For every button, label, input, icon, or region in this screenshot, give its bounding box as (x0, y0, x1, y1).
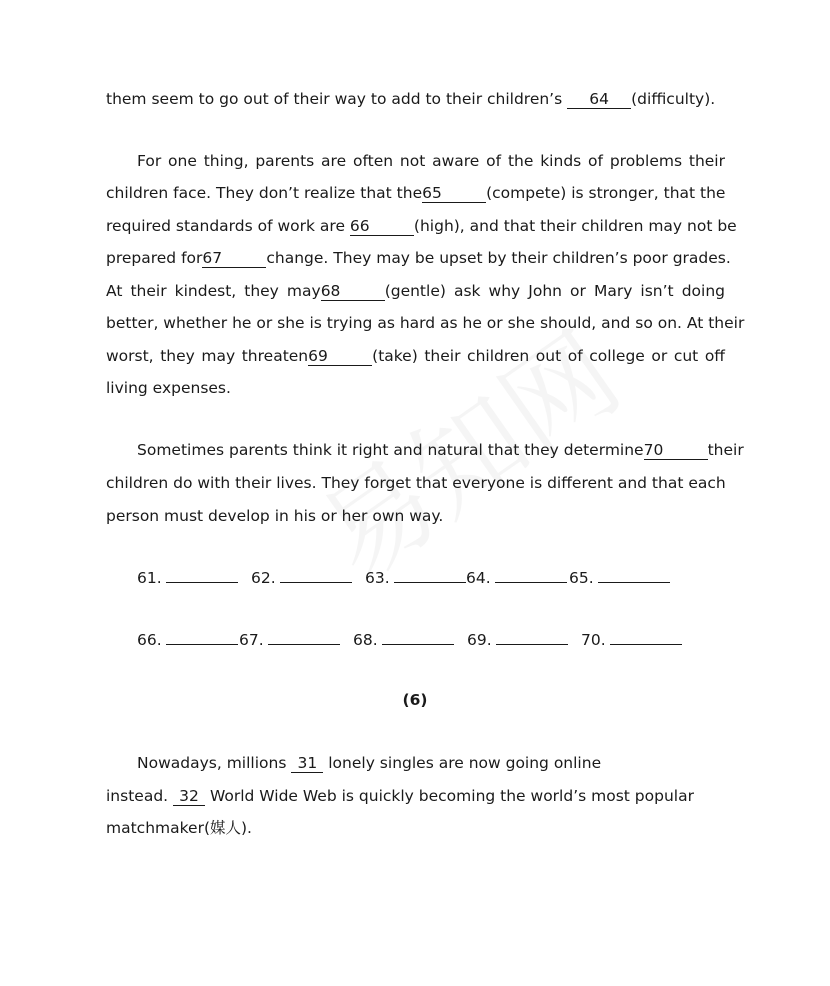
text: children face. They don’t realize that the (106, 184, 423, 202)
text: (gentle) ask why John or Mary isn’t doing (384, 282, 725, 300)
paragraph-line (137, 752, 756, 774)
text: their (707, 441, 744, 459)
answer-blank[interactable] (166, 566, 238, 583)
paragraph-line (106, 280, 725, 302)
blank-67: 67 (202, 249, 266, 268)
paragraph-line (106, 345, 725, 367)
answer-blank[interactable] (166, 628, 238, 645)
paragraph-line (137, 439, 744, 461)
text: At their kindest, they may (106, 282, 321, 300)
blank-31: 31 (291, 754, 323, 773)
text: instead. (106, 787, 174, 805)
blank-66: 66 (350, 217, 414, 236)
answer-blank[interactable] (382, 628, 454, 645)
paragraph-line (106, 215, 737, 237)
answer-blank[interactable] (394, 566, 466, 583)
answer-number: 70. (581, 631, 606, 649)
text: World Wide Web is quickly becoming the world’s most popular (205, 787, 694, 805)
answer-slot-65[interactable] (569, 566, 670, 588)
paragraph-line (106, 785, 725, 807)
answer-number: 61. (137, 569, 162, 587)
answer-slot-66[interactable] (137, 628, 238, 650)
text: Nowadays, millions (137, 754, 292, 772)
text: change. They may be upset by their children’s poor grades. (266, 249, 731, 267)
answer-number: 67. (239, 631, 264, 649)
answer-slot-61[interactable] (137, 566, 238, 588)
text: worst, they may threaten (106, 347, 309, 365)
answer-slot-67[interactable] (239, 628, 340, 650)
blank-70: 70 (644, 441, 708, 460)
text: (high), and that their children may not be (413, 217, 737, 235)
paragraph-line: better, whether he or she is trying as hard as he or she should, and so on. At their (106, 314, 745, 332)
paragraph-line: person must develop in his or her own way. (106, 507, 444, 525)
answer-blank[interactable] (268, 628, 340, 645)
answer-number: 63. (365, 569, 390, 587)
paragraph-line (106, 182, 725, 204)
text: (compete) is stronger, that the (486, 184, 726, 202)
blank-65: 65 (422, 184, 486, 203)
answer-blank[interactable] (280, 566, 352, 583)
answer-number: 66. (137, 631, 162, 649)
blank-69: 69 (308, 347, 372, 366)
paragraph-line: living expenses. (106, 379, 231, 397)
text: Sometimes parents think it right and natural that they determine (137, 441, 644, 459)
blank-32: 32 (173, 787, 205, 806)
answer-slot-69[interactable] (467, 628, 568, 650)
paragraph-line: children do with their lives. They forget that everyone is different and that each (106, 474, 726, 492)
answer-blank[interactable] (496, 628, 568, 645)
section-heading: (6) (402, 691, 428, 709)
answer-number: 62. (251, 569, 276, 587)
paragraph-line (106, 247, 731, 269)
text: required standards of work are (106, 217, 350, 235)
answer-number: 69. (467, 631, 492, 649)
paragraph-line: matchmaker(媒人). (106, 819, 252, 837)
blank-68: 68 (321, 282, 385, 301)
answer-slot-63[interactable] (365, 566, 466, 588)
answer-number: 64. (466, 569, 491, 587)
answer-blank[interactable] (598, 566, 670, 583)
text: them seem to go out of their way to add to their children’s (106, 90, 568, 108)
text: lonely singles are now going online (323, 754, 602, 772)
answer-slot-70[interactable] (581, 628, 682, 650)
answer-number: 68. (353, 631, 378, 649)
answer-slot-64[interactable] (466, 566, 567, 588)
answer-blank[interactable] (610, 628, 682, 645)
blank-64: 64 (567, 90, 631, 109)
paragraph-line (106, 88, 725, 110)
answer-slot-62[interactable] (251, 566, 352, 588)
text: (take) their children out of college or cut off (372, 347, 725, 365)
answer-slot-68[interactable] (353, 628, 454, 650)
answer-blank[interactable] (495, 566, 567, 583)
answer-number: 65. (569, 569, 594, 587)
paragraph-line: For one thing, parents are often not aware of the kinds of problems their (137, 152, 725, 170)
text: prepared for (106, 249, 203, 267)
text: (difficulty). (631, 90, 716, 108)
